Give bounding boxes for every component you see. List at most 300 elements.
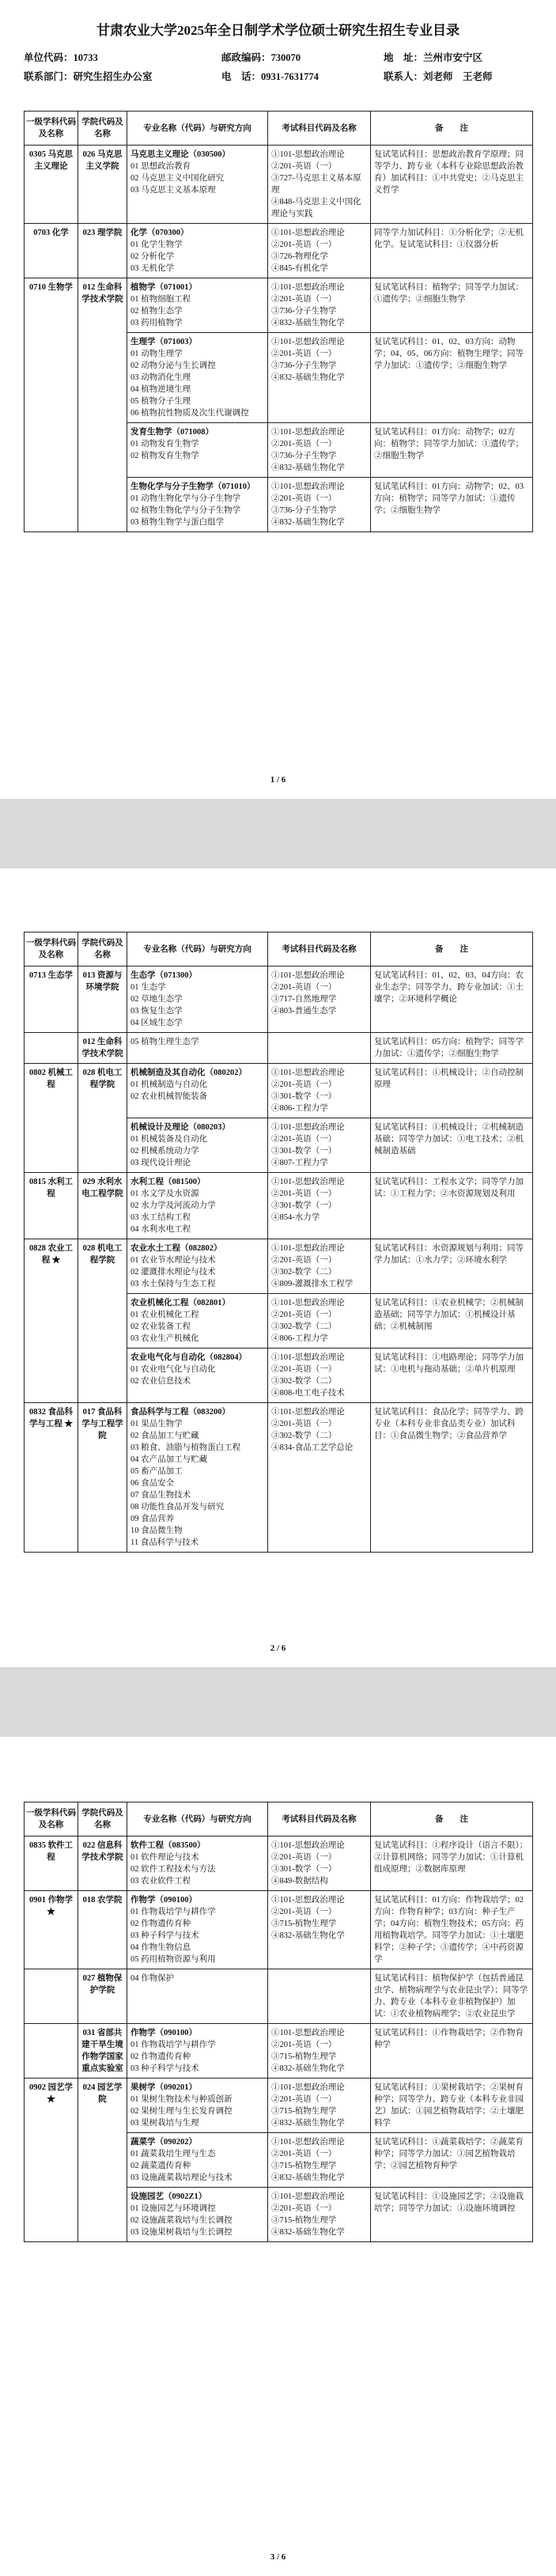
research-direction: 02 植物发育生物学 (130, 452, 199, 460)
note-cell: 复试笔试科目：①机械设计；②机械制造基础；同等学力加试：①电工技术；②机械制造基础 (371, 1118, 533, 1173)
exam-subject: ③302-数学（二） (271, 1377, 337, 1386)
research-direction: 02 动物分泌与生长调控 (130, 361, 216, 370)
college-cell: 017 食品科学与工程学院 (78, 1403, 127, 1553)
address: 地 址：兰州市安宁区 (384, 52, 483, 63)
note-cell: 复试笔试科目：01方向：作物栽培学；02方向：作物育种学；03方向：种子生产学；04方向：植物生物技术；05方向：药用植物栽培学。同等学力加试：①土壤肥料学；②种子学；③遗传学；④中药资源学 (371, 1891, 533, 1969)
table-row (25, 1969, 533, 2024)
table-header-row (25, 932, 533, 966)
major-name: 果树学（090201） (130, 2083, 197, 2092)
major-name: 食品科学与工程（083200） (130, 1408, 230, 1417)
major-name: 软件工程（083500） (130, 1841, 206, 1850)
major-name: 生理学（071003） (130, 338, 197, 346)
discipline-cell (25, 1969, 78, 2024)
research-direction: 01 农业电气化与自动化 (130, 1365, 216, 1374)
header-note: 备 注 (371, 932, 533, 966)
research-direction: 03 药用植物学 (130, 319, 183, 327)
exam-subject: ②201-英语（一） (271, 2204, 337, 2213)
exam-subject: ④832-基础生物化学 (271, 518, 345, 527)
header-discipline: 一级学科代码及名称 (25, 112, 78, 146)
table-row (25, 2079, 533, 2133)
exam-subject: ②201-英语（一） (271, 2041, 337, 2049)
research-direction: 03 植物生物学与蛋白组学 (130, 518, 225, 527)
major-cell (127, 1349, 268, 1403)
header-exam: 考试科目代码及名称 (268, 1802, 371, 1836)
exam-subject: ③715-植物生理学 (271, 2162, 337, 2170)
exam-subject: ①101-思想政治理论 (271, 1178, 345, 1186)
discipline-cell (25, 1033, 78, 1064)
note-cell: 复试笔试科目：①果树栽培学；②果树育种学；同等学力、跨专业（本科专业非园艺）加试：①园艺植物栽培学；②土壤肥料学 (371, 2079, 533, 2133)
research-direction: 11 食品科学与技术 (130, 1538, 199, 1547)
exam-cell (268, 1033, 371, 1064)
exam-cell (268, 1118, 371, 1173)
research-direction: 02 设施蔬菜栽培与生长调控 (130, 2216, 233, 2225)
exam-subject: ④834-食品工艺学总论 (271, 1443, 354, 1452)
exam-subject: ①101-思想政治理论 (271, 283, 345, 292)
header-college: 学院代码及名称 (78, 932, 127, 966)
research-direction: 01 生态学 (130, 983, 166, 992)
major-cell (127, 333, 268, 423)
exam-subject: ④832-基础生物化学 (271, 319, 345, 327)
college-cell: 012 生命科学技术学院 (78, 1033, 127, 1064)
postal-code: 邮政编码：730070 (221, 52, 301, 63)
exam-cell (268, 2188, 371, 2242)
exam-subject: ③715-植物生理学 (271, 1920, 337, 1928)
exam-subject: ④832-基础生物化学 (271, 2228, 345, 2237)
research-direction: 02 农业装备工程 (130, 1322, 191, 1331)
table-row (25, 224, 533, 278)
page-number: 1 / 6 (270, 775, 286, 785)
exam-subject: ③302-数学（二） (271, 1268, 337, 1277)
exam-subject: ①101-思想政治理论 (271, 150, 345, 159)
exam-subject: ③736-分子生物学 (271, 452, 337, 460)
exam-subject: ②201-英语（一） (271, 1135, 337, 1144)
exam-cell (268, 224, 371, 278)
research-direction: 01 机械制造与自动化 (130, 1080, 208, 1089)
research-direction: 02 水力学及河流动力学 (130, 1201, 216, 1210)
exam-subject: ①101-思想政治理论 (271, 338, 345, 346)
header-exam: 考试科目代码及名称 (268, 932, 371, 966)
research-direction: 02 食品加工与贮藏 (130, 1432, 199, 1440)
exam-subject: ④832-基础生物化学 (271, 2064, 345, 2073)
exam-cell (268, 966, 371, 1033)
catalog-page-1 (0, 0, 556, 799)
college-cell: 012 生命科学技术学院 (78, 278, 127, 532)
discipline-cell: 0901 作物学 ★ (25, 1891, 78, 1969)
major-name: 农业水土工程（082802） (130, 1244, 222, 1253)
exam-subject: ③715-植物生理学 (271, 2052, 337, 2061)
exam-subject: ③736-分子生物学 (271, 506, 337, 515)
major-cell (127, 224, 268, 278)
research-direction: 03 农业生产机械化 (130, 1334, 199, 1343)
research-direction: 05 药用植物资源与利用 (130, 1955, 216, 1964)
research-direction: 03 马克思主义基本原理 (130, 186, 216, 195)
exam-subject: ②201-英语（一） (271, 350, 337, 358)
exam-cell (268, 1969, 371, 2024)
exam-subject: ①101-思想政治理论 (271, 2192, 345, 2201)
college-cell: 028 机电工程学院 (78, 1064, 127, 1173)
major-name: 马克思主义理论（030500） (130, 150, 230, 159)
discipline-cell: 0710 生物学 (25, 278, 78, 532)
exam-subject: ②201-英语（一） (271, 494, 337, 503)
research-direction: 05 植物分子生理 (130, 397, 191, 406)
table-row (25, 1891, 533, 1969)
exam-subject: ②201-英语（一） (271, 162, 337, 171)
note-cell: 复试笔试科目：05方向：植物学；同等学力加试：①遗传学；②细胞生物学 (371, 1033, 533, 1064)
college-cell: 018 农学院 (78, 1891, 127, 1969)
note-cell: 复试笔试科目：植物保护学（包括普通昆虫学、植物病理学与农业昆虫学）；同等学力、跨专业（本科专业非植物保护）加试：①农业植物病理学；②农业昆虫学 (371, 1969, 533, 2024)
note-cell: 复试笔试科目：01、02、03、04方向：农业生态学；同等学力、跨专业加试：①土壤学；②环境科学概论 (371, 966, 533, 1033)
major-cell (127, 1173, 268, 1239)
major-name: 设施园艺（0902Z1） (130, 2192, 207, 2201)
exam-subject: ③301-数学（一） (271, 1865, 337, 1874)
major-name: 农业电气化与自动化（082804） (130, 1353, 247, 1362)
research-direction: 02 作物遗传育种 (130, 1920, 191, 1928)
header-discipline: 一级学科代码及名称 (25, 1802, 78, 1836)
major-name: 机械设计及理论（080203） (130, 1123, 230, 1132)
exam-subject: ④832-基础生物化学 (271, 463, 345, 472)
table-header-row (25, 112, 533, 146)
note-cell: 复试笔试科目：①农业机械学；②机械制造基础；同等学力加试：①机械设计基础；②机械制图 (371, 1294, 533, 1349)
college-cell: 031 省部共建干旱生境作物学国家重点实验室 (78, 2024, 127, 2079)
exam-subject: ①101-思想政治理论 (271, 2083, 345, 2092)
research-direction: 01 作物栽培学与耕作学 (130, 2041, 216, 2049)
exam-subject: ③301-数学（一） (271, 1201, 337, 1210)
note-cell: 复试笔试科目：水资源规划与利用；同等学力加试：①水力学；②环境水利学 (371, 1239, 533, 1294)
table-row (25, 1033, 533, 1064)
discipline-cell: 0703 化学 (25, 224, 78, 278)
research-direction: 01 设施园艺与环境调控 (130, 2204, 216, 2213)
research-direction: 01 果树生物技术与种质创新 (130, 2095, 233, 2104)
college-cell: 024 园艺学院 (78, 2079, 127, 2242)
note-cell: 复试笔试科目：①设施园艺学；②设施栽培学；同等学力加试：①设施环境调控 (371, 2188, 533, 2242)
table-row (25, 1403, 533, 1553)
exam-subject: ②201-英语（一） (271, 1256, 337, 1265)
major-cell (127, 1403, 268, 1553)
note-cell: 复试笔试科目：01方向：动物学；02、03方向：植物学；同等学力加试：①遗传学；②细胞生物学 (371, 478, 533, 532)
catalog-table (24, 932, 533, 1553)
major-cell (127, 1064, 268, 1118)
research-direction: 01 农业节水理论与技术 (130, 1256, 216, 1265)
research-direction: 02 软件工程技术与方法 (130, 1865, 216, 1874)
header-major: 专业名称（代码）与研究方向 (127, 932, 268, 966)
exam-cell (268, 1836, 371, 1891)
exam-subject: ③302-数学（二） (271, 1322, 337, 1331)
exam-subject: ①101-思想政治理论 (271, 482, 345, 491)
exam-subject: ④807-工程力学 (271, 1159, 328, 1167)
research-direction: 01 作物栽培学与耕作学 (130, 1908, 216, 1916)
research-direction: 04 作物保护 (130, 1974, 175, 1983)
exam-subject: ④832-基础生物化学 (271, 1931, 345, 1940)
table-row (25, 278, 533, 333)
exam-cell (268, 1891, 371, 1969)
research-direction: 03 农业软件工程 (130, 1877, 191, 1886)
exam-subject: ④809-灌溉排水工程学 (271, 1280, 354, 1288)
major-cell (127, 478, 268, 532)
research-direction: 03 水工结构工程 (130, 1213, 191, 1222)
research-direction: 09 食品营养 (130, 1515, 175, 1523)
exam-cell (268, 2079, 371, 2133)
exam-subject: ③717-自然地理学 (271, 995, 337, 1004)
exam-subject: ①101-思想政治理论 (271, 1353, 345, 1362)
research-direction: 03 设施蔬菜栽培理论与技术 (130, 2173, 233, 2182)
major-cell (127, 1118, 268, 1173)
research-direction: 01 思想政治教育 (130, 162, 191, 171)
major-cell (127, 966, 268, 1033)
exam-cell (268, 278, 371, 333)
exam-subject: ①101-思想政治理论 (271, 229, 345, 237)
research-direction: 02 马克思主义中国化研究 (130, 174, 225, 183)
exam-subject: ②201-英语（一） (271, 1080, 337, 1089)
college-cell: 022 信息科学技术学院 (78, 1836, 127, 1891)
exam-subject: ②201-英语（一） (271, 1908, 337, 1916)
exam-subject: ④832-基础生物化学 (271, 2119, 345, 2128)
research-direction: 03 设施果树栽培与生长调控 (130, 2228, 233, 2237)
header-discipline: 一级学科代码及名称 (25, 932, 78, 966)
exam-subject: ③715-植物生理学 (271, 2107, 337, 2116)
discipline-cell: 0305 马克思主义理论 (25, 146, 78, 224)
major-name: 蔬菜学（090202） (130, 2138, 197, 2147)
research-direction: 01 动物生理学 (130, 350, 183, 358)
exam-subject: ③726-物理化学 (271, 252, 328, 261)
exam-subject: ③727-马克思主义基本原理 (271, 174, 361, 195)
note-cell: 复试笔试科目：工程水文学；同等学力加试：①工程力学；②水资源规划及利用 (371, 1173, 533, 1239)
research-direction: 04 水利水电工程 (130, 1225, 191, 1234)
research-direction: 10 食品微生物 (130, 1526, 183, 1535)
major-cell (127, 2079, 268, 2133)
college-cell: 029 水利水电工程学院 (78, 1173, 127, 1239)
exam-subject: ①101-思想政治理论 (271, 1069, 345, 1077)
discipline-cell: 0902 园艺学 ★ (25, 2079, 78, 2242)
contact-info (24, 50, 532, 85)
major-name: 农业机械化工程（082801） (130, 1299, 230, 1307)
exam-subject: ②201-英语（一） (271, 295, 337, 304)
note-cell: 复试笔试科目：食品化学；同等学力、跨专业（本科专业非食品类专业）加试科目：①食品微生物学；②食品营养学 (371, 1403, 533, 1553)
exam-subject: ③301-数学（一） (271, 1092, 337, 1101)
research-direction: 03 无机化学 (130, 264, 175, 273)
exam-subject: ④806-工程力学 (271, 1334, 328, 1343)
catalog-page-3 (0, 1737, 556, 2576)
phone: 电 话：0931-7631774 (221, 71, 319, 82)
research-direction: 03 动物消化生理 (130, 373, 191, 382)
note-cell: 复试笔试科目：①蔬菜栽培学；②蔬菜育种学；同等学力加试：①园艺植物栽培学；②园艺植物育种学 (371, 2133, 533, 2188)
discipline-cell: 0802 机械工程 (25, 1064, 78, 1173)
note-cell: 复试笔试科目：植物学；同等学力加试：①遗传学；②细胞生物学 (371, 278, 533, 333)
exam-cell (268, 1403, 371, 1553)
major-cell (127, 1294, 268, 1349)
contact-dept: 联系部门：研究生招生办公室 (24, 71, 153, 82)
research-direction: 01 植物细胞工程 (130, 295, 191, 304)
exam-subject: ②201-英语（一） (271, 440, 337, 448)
major-cell (127, 423, 268, 478)
major-cell (127, 2024, 268, 2079)
exam-subject: ③301-数学（一） (271, 1147, 337, 1156)
research-direction: 01 果品生物学 (130, 1420, 183, 1428)
page-number: 2 / 6 (270, 1644, 286, 1653)
exam-subject: ④845-有机化学 (271, 264, 328, 273)
note-cell: 复试笔试科目：①机械设计；②自动控制原理 (371, 1064, 533, 1118)
exam-subject: ①101-思想政治理论 (271, 1299, 345, 1307)
research-direction: 02 植物生物化学与分子生物学 (130, 506, 241, 515)
exam-subject: ④803-普通生态学 (271, 1007, 337, 1016)
research-direction: 02 蔬菜遗传育种 (130, 2162, 191, 2170)
discipline-cell: 0828 农业工程 ★ (25, 1239, 78, 1403)
header-note: 备 注 (371, 112, 533, 146)
research-direction: 02 草地生态学 (130, 995, 183, 1004)
exam-subject: ④808-电工电子技术 (271, 1389, 345, 1398)
exam-subject: ③736-分子生物学 (271, 307, 337, 316)
research-direction: 01 蔬菜栽培生理与生态 (130, 2150, 216, 2158)
research-direction: 02 果树生理与生长发育调控 (130, 2107, 233, 2116)
exam-subject: ③302-数学（二） (271, 1432, 337, 1440)
research-direction: 03 种子科学与技术 (130, 1931, 199, 1940)
exam-subject: ①101-思想政治理论 (271, 971, 345, 980)
college-cell: 026 马克思主义学院 (78, 146, 127, 224)
discipline-cell: 0832 食品科学与工程 ★ (25, 1403, 78, 1553)
header-major: 专业名称（代码）与研究方向 (127, 112, 268, 146)
major-name: 植物学（071001） (130, 283, 197, 292)
exam-cell (268, 1349, 371, 1403)
exam-subject: ④832-基础生物化学 (271, 2173, 345, 2182)
research-direction: 01 水文学及水资源 (130, 1190, 199, 1198)
exam-subject: ③736-分子生物学 (271, 361, 337, 370)
exam-subject: ①101-思想政治理论 (271, 2029, 345, 2037)
exam-subject: ②201-英语（一） (271, 1311, 337, 1319)
major-cell (127, 1836, 268, 1891)
header-exam: 考试科目代码及名称 (268, 112, 371, 146)
exam-subject: ③715-植物生理学 (271, 2216, 337, 2225)
table-row (25, 1836, 533, 1891)
research-direction: 02 作物遗传育种 (130, 2052, 191, 2061)
exam-cell (268, 2024, 371, 2079)
research-direction: 06 食品安全 (130, 1479, 175, 1488)
major-name: 机械制造及其自动化（080202） (130, 1069, 247, 1077)
research-direction: 02 农业机械智能装备 (130, 1092, 208, 1101)
exam-subject: ②201-英语（一） (271, 240, 337, 249)
header-college: 学院代码及名称 (78, 112, 127, 146)
exam-cell (268, 1294, 371, 1349)
major-cell (127, 1891, 268, 1969)
discipline-cell: 0835 软件工程 (25, 1836, 78, 1891)
exam-cell (268, 478, 371, 532)
exam-subject: ②201-英语（一） (271, 983, 337, 992)
note-cell: 复试笔试科目：思想政治教育学原理；同等学力、跨专业（本科专业除思想政治教育）加试科目：①中共党史；②马克思主义哲学 (371, 146, 533, 224)
note-cell: 复试笔试科目：①电路理论；同等学力加试：①电机与拖动基础；②单片机原理 (371, 1349, 533, 1403)
table-row (25, 2024, 533, 2079)
research-direction: 02 农业信息技术 (130, 1377, 191, 1386)
exam-subject: ②201-英语（一） (271, 1853, 337, 1862)
research-direction: 02 机械系统动力学 (130, 1147, 199, 1156)
research-direction: 07 食品生物技术 (130, 1491, 191, 1500)
discipline-cell: 0713 生态学 (25, 966, 78, 1033)
research-direction: 02 分析化学 (130, 252, 175, 261)
college-cell: 028 机电工程学院 (78, 1239, 127, 1403)
research-direction: 04 农产品加工与贮藏 (130, 1455, 208, 1464)
research-direction: 03 恢复生态学 (130, 1007, 183, 1016)
exam-cell (268, 1064, 371, 1118)
exam-subject: ①101-思想政治理论 (271, 1841, 345, 1850)
research-direction: 03 水土保持与生态工程 (130, 1280, 216, 1288)
major-name: 发育生物学（071008） (130, 428, 214, 437)
major-cell (127, 2133, 268, 2188)
research-direction: 03 种子科学与技术 (130, 2064, 199, 2073)
table-row (25, 1239, 533, 1294)
table-header-row (25, 1802, 533, 1836)
discipline-cell (25, 2024, 78, 2079)
contact-person: 联系人：刘老师 王老师 (384, 71, 493, 82)
page-number: 3 / 6 (270, 2552, 286, 2562)
note-cell: 复试笔试科目：01方向：动物学；02方向：植物学；同等学力加试：①遗传学；②细胞生物学 (371, 423, 533, 478)
research-direction: 03 现代设计理论 (130, 1159, 191, 1167)
exam-cell (268, 1239, 371, 1294)
exam-cell (268, 423, 371, 478)
table-row (25, 146, 533, 224)
exam-subject: ④832-基础生物化学 (271, 373, 345, 382)
table-row (25, 966, 533, 1033)
exam-subject: ①101-思想政治理论 (271, 1408, 345, 1417)
college-cell: 023 理学院 (78, 224, 127, 278)
note-cell: 同等学力加试科目：①分析化学；②无机化学。复试笔试科目：①仪器分析 (371, 224, 533, 278)
exam-cell (268, 333, 371, 423)
research-direction: 04 区域生态学 (130, 1019, 183, 1027)
note-cell: 复试笔试科目：①程序设计（语言不限）；②计算机网络；同等学力加试：①计算机组成原理；②数据库原理 (371, 1836, 533, 1891)
research-direction: 04 作物生物信息 (130, 1943, 191, 1952)
research-direction: 04 植物逆境生理 (130, 385, 191, 394)
exam-subject: ②201-英语（一） (271, 2150, 337, 2158)
research-direction: 01 动物发育生物学 (130, 440, 199, 448)
exam-subject: ②201-英语（一） (271, 1365, 337, 1374)
exam-subject: ①101-思想政治理论 (271, 1244, 345, 1253)
exam-cell (268, 146, 371, 224)
research-direction: 01 软件理论与技术 (130, 1853, 199, 1862)
research-direction: 01 化学生物学 (130, 240, 183, 249)
research-direction: 01 机械装备及自动化 (130, 1135, 208, 1144)
major-name: 作物学（090100） (130, 2029, 197, 2037)
research-direction: 01 农业机械化工程 (130, 1311, 199, 1319)
header-college: 学院代码及名称 (78, 1802, 127, 1836)
exam-subject: ①101-思想政治理论 (271, 428, 345, 437)
exam-subject: ②201-英语（一） (271, 1420, 337, 1428)
table-row (25, 1064, 533, 1118)
college-cell: 027 植物保护学院 (78, 1969, 127, 2024)
exam-subject: ④848-马克思主义中国化理论与实践 (271, 198, 361, 218)
research-direction: 03 粮食、油脂与植物蛋白工程 (130, 1443, 241, 1452)
major-cell (127, 1969, 268, 2024)
note-cell: 复试笔试科目：①作物栽培学；②作物育种学 (371, 2024, 533, 2079)
major-name: 作物学（090100） (130, 1896, 197, 1905)
unit-code: 单位代码：10733 (24, 52, 98, 63)
major-name: 化学（070300） (130, 229, 189, 237)
document-title: 甘肃农业大学2025年全日制学术学位硕士研究生招生专业目录 (96, 23, 460, 38)
exam-subject: ②201-英语（一） (271, 1190, 337, 1198)
catalog-table (24, 1802, 533, 2242)
major-cell (127, 1033, 268, 1064)
major-name: 生物化学与分子生物学（071010） (130, 482, 255, 491)
research-direction: 05 植物生理生态学 (130, 1038, 199, 1046)
header-note: 备 注 (371, 1802, 533, 1836)
research-direction: 08 功能性食品开发与研究 (130, 1503, 225, 1511)
exam-subject: ①101-思想政治理论 (271, 1896, 345, 1905)
exam-subject: ①101-思想政治理论 (271, 2138, 345, 2147)
research-direction: 06 植物抗性物质及次生代谢调控 (130, 409, 249, 418)
catalog-table (24, 111, 533, 532)
research-direction: 05 畜产品加工 (130, 1467, 183, 1476)
exam-cell (268, 1173, 371, 1239)
research-direction: 03 果树栽培与生理 (130, 2119, 199, 2128)
major-cell (127, 278, 268, 333)
exam-subject: ④854-水力学 (271, 1213, 320, 1222)
exam-subject: ①101-思想政治理论 (271, 1123, 345, 1132)
major-name: 生态学（071300） (130, 971, 197, 980)
